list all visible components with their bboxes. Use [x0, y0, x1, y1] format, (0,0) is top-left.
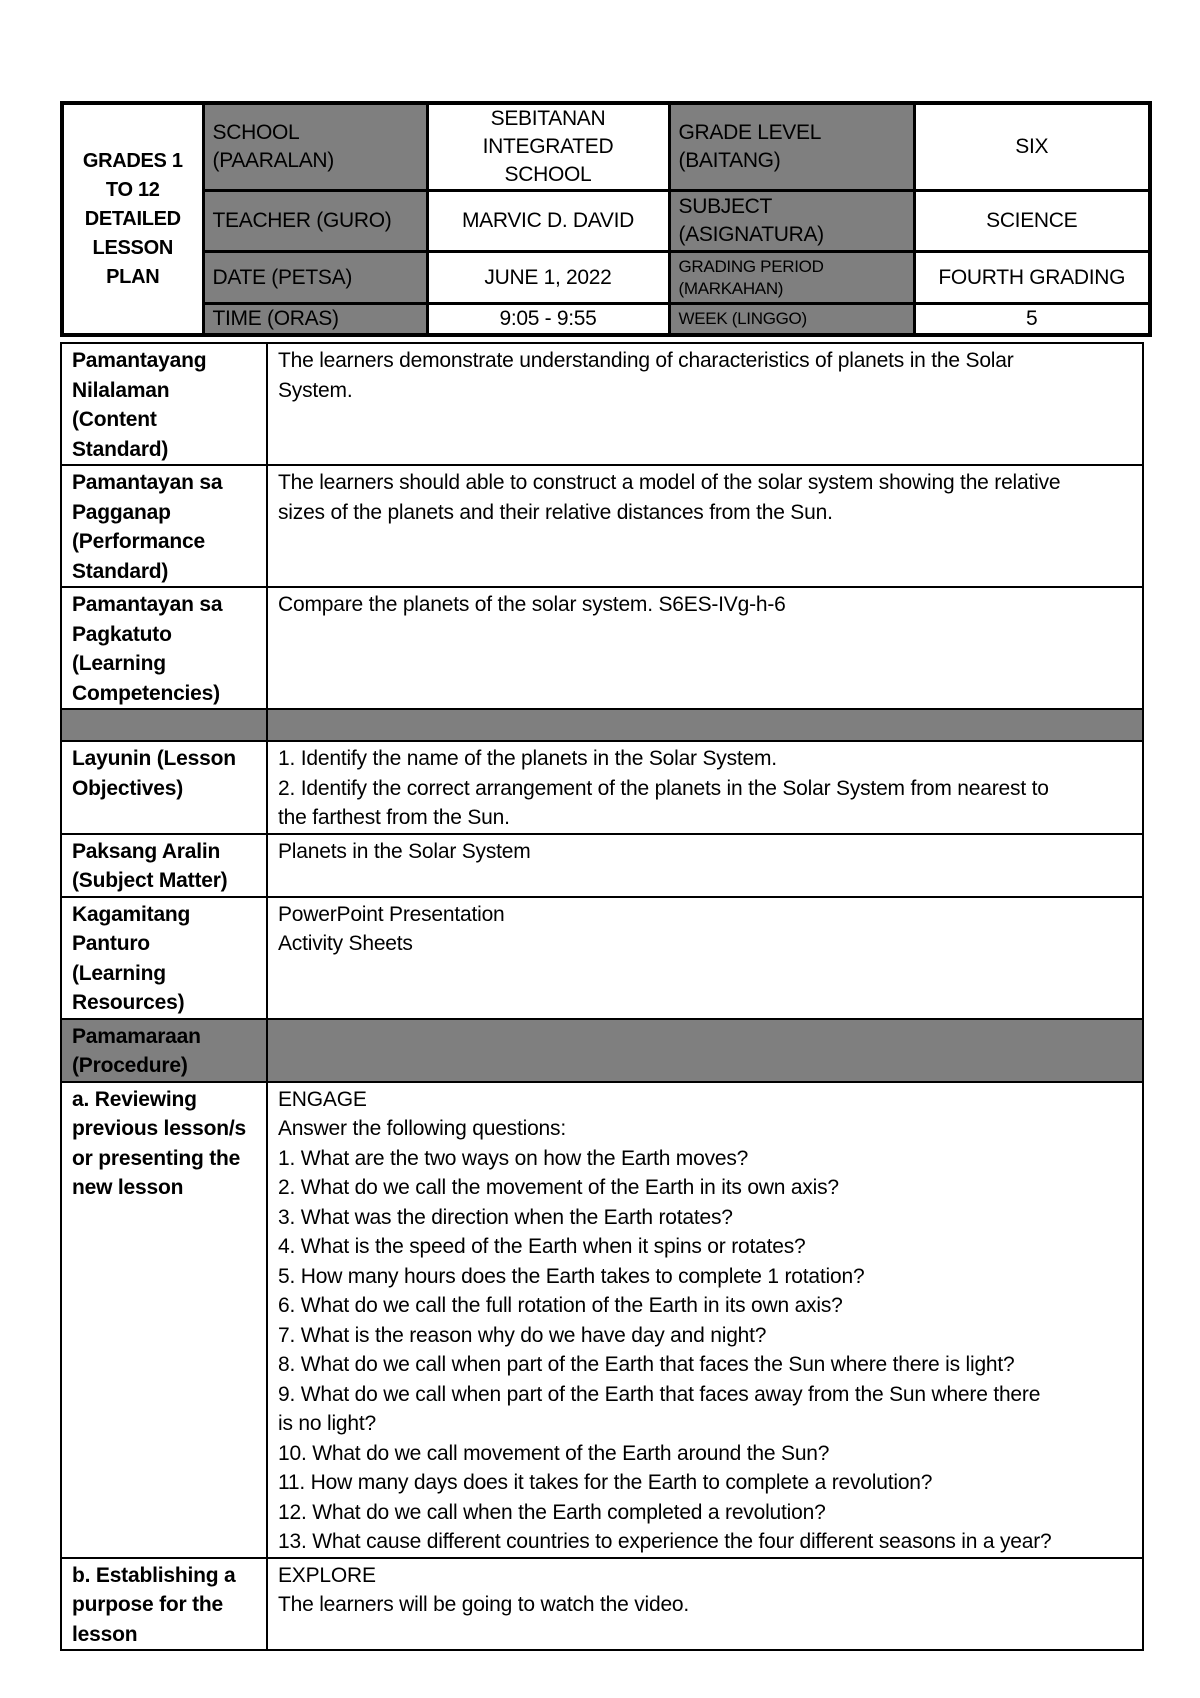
objectives-row — [61, 741, 1143, 834]
time-label: TIME (ORAS) — [203, 304, 427, 336]
performance-standard-text: The learners should able to construct a model of the solar system showing the relative sizes of the planets and their relative distances from the Sun. — [267, 465, 1143, 587]
lesson-plan-header-table — [60, 101, 1152, 337]
school-label: SCHOOL (PAARALAN) — [203, 103, 427, 191]
subject-matter-text: Planets in the Solar System — [267, 834, 1143, 897]
objectives-label: Layunin (Lesson Objectives) — [61, 741, 267, 834]
step-a-text: ENGAGE Answer the following questions: 1. What are the two ways on how the Earth moves? 2. What do we call the movement of the Earth in its own axis? 3. What was the direction when the Earth rotates? 4. What is the speed of the Earth when it spins or rotates? 5. How many hours does the Earth takes to complete 1 rotation? 6. What do we call the full rotation of the Earth in its own axis? 7. What is the reason why do we have day and night? 8. What do we call when part of the Earth that faces the Sun where there is light? 9. What do we call when part of the Earth that faces away from the Sun where there is no light? 10. What do we call movement of the Earth around the Sun? 11. How many days does it takes for the Earth to complete a revolution? 12. What do we call when the Earth completed a revolution? 13. What cause different countries to experience the four different seasons in a year? — [267, 1082, 1143, 1558]
subject-matter-label: Paksang Aralin (Subject Matter) — [61, 834, 267, 897]
separator-cell-right — [267, 709, 1143, 741]
learning-resources-text: PowerPoint Presentation Activity Sheets — [267, 897, 1143, 1019]
subject-matter-row — [61, 834, 1143, 897]
step-a-label: a. Reviewing previous lesson/s or presenting the new lesson — [61, 1082, 267, 1558]
gray-separator-row — [61, 709, 1143, 741]
performance-standard-label: Pamantayan sa Pagganap (Performance Standard) — [61, 465, 267, 587]
learning-resources-label: Kagamitang Panturo (Learning Resources) — [61, 897, 267, 1019]
subject-label: SUBJECT (ASIGNATURA) — [669, 191, 914, 252]
procedure-row — [61, 1019, 1143, 1082]
learning-competencies-label: Pamantayan sa Pagkatuto (Learning Competencies) — [61, 587, 267, 709]
objectives-text: 1. Identify the name of the planets in the Solar System. 2. Identify the correct arrangement of the planets in the Solar System from nearest to the farthest from the Sun. — [267, 741, 1143, 834]
procedure-cell-right — [267, 1019, 1143, 1082]
separator-cell-left — [61, 709, 267, 741]
grading-period-label: GRADING PERIOD (MARKAHAN) — [669, 252, 914, 304]
grading-period-value: FOURTH GRADING — [914, 252, 1150, 304]
step-b-label: b. Establishing a purpose for the lesson — [61, 1558, 267, 1651]
subject-value: SCIENCE — [914, 191, 1150, 252]
learning-competencies-text: Compare the planets of the solar system. S6ES-IVg-h-6 — [267, 587, 1143, 709]
grade-level-label: GRADE LEVEL (BAITANG) — [669, 103, 914, 191]
learning-competencies-row — [61, 587, 1143, 709]
content-standard-row — [61, 343, 1143, 465]
learning-resources-row — [61, 897, 1143, 1019]
grade-level-value: SIX — [914, 103, 1150, 191]
teacher-label: TEACHER (GURO) — [203, 191, 427, 252]
time-value: 9:05 - 9:55 — [427, 304, 669, 336]
week-label: WEEK (LINGGO) — [669, 304, 914, 336]
step-b-row — [61, 1558, 1143, 1651]
step-a-row — [61, 1082, 1143, 1558]
performance-standard-row — [61, 465, 1143, 587]
school-value: SEBITANAN INTEGRATED SCHOOL — [427, 103, 669, 191]
lesson-plan-body-table — [60, 342, 1144, 1651]
lesson-plan-title: GRADES 1 TO 12 DETAILED LESSON PLAN — [62, 103, 203, 335]
date-value: JUNE 1, 2022 — [427, 252, 669, 304]
week-value: 5 — [914, 304, 1150, 336]
content-standard-text: The learners demonstrate understanding of characteristics of planets in the Solar System. — [267, 343, 1143, 465]
procedure-label: Pamamaraan (Procedure) — [61, 1019, 267, 1082]
content-standard-label: Pamantayang Nilalaman (Content Standard) — [61, 343, 267, 465]
date-label: DATE (PETSA) — [203, 252, 427, 304]
step-b-text: EXPLORE The learners will be going to watch the video. — [267, 1558, 1143, 1651]
teacher-value: MARVIC D. DAVID — [427, 191, 669, 252]
